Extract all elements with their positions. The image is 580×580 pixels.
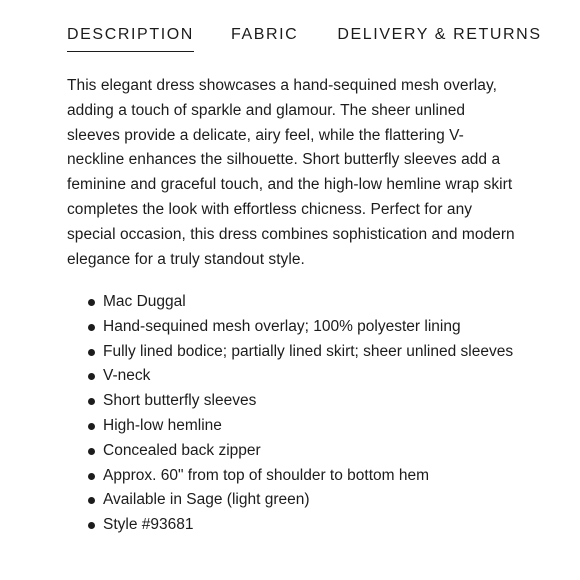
- list-item-text: Approx. 60" from top of shoulder to bottom hem: [103, 466, 430, 484]
- list-item: [67, 315, 517, 340]
- bullet-icon: [88, 522, 95, 529]
- bullet-icon: [88, 299, 95, 306]
- list-item: [67, 488, 517, 513]
- product-details-list: [67, 290, 517, 538]
- list-item: [67, 290, 517, 315]
- bullet-icon: [88, 349, 95, 356]
- list-item-text: Mac Duggal: [103, 293, 186, 310]
- list-item: [67, 389, 517, 414]
- list-item-text: Available in Sage (light green): [103, 491, 310, 509]
- list-item: [67, 513, 517, 538]
- tab-fabric[interactable]: FABRIC: [230, 26, 299, 43]
- list-item: [67, 464, 517, 489]
- bullet-icon: [88, 324, 95, 331]
- list-item-text: Concealed back zipper: [103, 441, 261, 459]
- product-info-tabs: [67, 24, 540, 54]
- list-item: [67, 364, 517, 389]
- tab-description[interactable]: DESCRIPTION: [67, 24, 194, 52]
- list-item-text: Style #93681: [103, 516, 194, 534]
- list-item-text: High-low hemline: [103, 416, 222, 434]
- bullet-icon: [88, 373, 95, 380]
- list-item: [67, 414, 517, 439]
- tab-delivery-returns[interactable]: DELIVERY & RETURNS: [337, 26, 542, 43]
- bullet-icon: [88, 497, 95, 504]
- list-item: [67, 340, 517, 365]
- list-item: [67, 439, 517, 464]
- bullet-icon: [88, 398, 95, 405]
- product-description: This elegant dress showcases a hand-sequined mesh overlay, adding a touch of sparkle and glamour. The sheer unlined sleeves provide a delicate, airy feel, while the flattering V-neckline enhances the silhouette. Short butterfly sleeves add a feminine and graceful touch, and the high-low hemline wrap skirt completes the look with effortless chicness. Perfect for any special occasion, this dress combines sophistication and modern elegance for a truly standout style.: [67, 77, 515, 268]
- bullet-icon: [88, 423, 95, 430]
- bullet-icon: [88, 448, 95, 455]
- list-item-text: V-neck: [103, 367, 151, 385]
- list-item-text: Short butterfly sleeves: [103, 392, 257, 410]
- list-item-text: Fully lined bodice; partially lined skirt; sheer unlined sleeves: [103, 342, 514, 360]
- bullet-icon: [88, 473, 95, 480]
- list-item-text: Hand-sequined mesh overlay; 100% polyester lining: [103, 317, 461, 335]
